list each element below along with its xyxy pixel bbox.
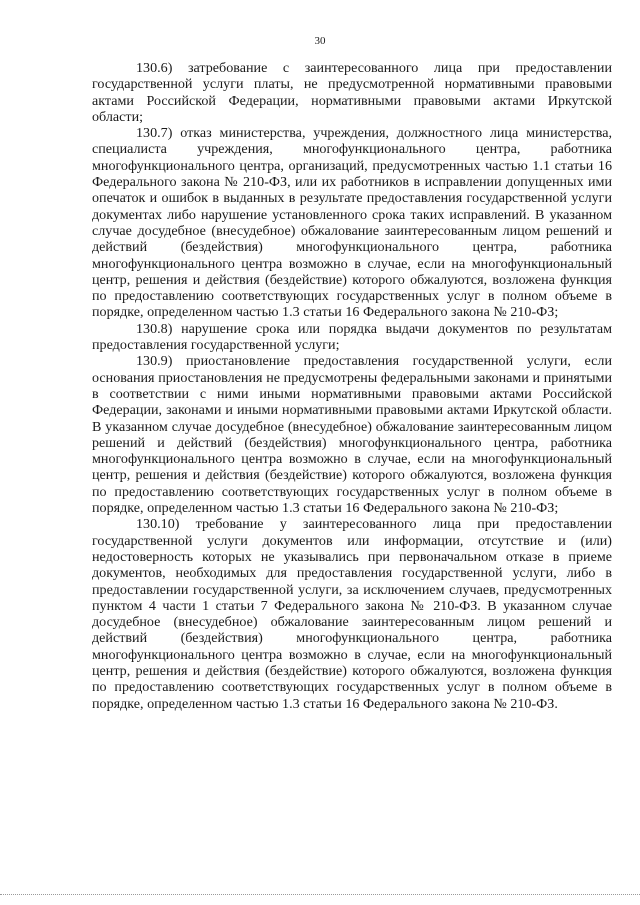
paragraph-130-7: 130.7) отказ министерства, учреждения, должностного лица министерства, специалиста учреждения, многофункционального центра, работника многофункционального центра, организаций, предусмотренных частью 1.1 статьи 16 Федерального закона № 210-ФЗ, или их работников в исправлении допущенных ими опечаток и ошибок в выданных в результате предоставления государственной услуги документах либо нарушение установленного срока таких исправлений. В указанном случае досудебное (внесудебное) обжалование заинтересованным лицом решений и действий (бездействия) многофункционального центра, работника многофункционального центра возможно в случае, если на многофункциональный центр, решения и действия (бездействие) которого обжалуются, возложена функция по предоставлению соответствующих государственных услуг в полном объеме в порядке, определенном частью 1.3 статьи 16 Федерального закона № 210-ФЗ; (92, 125, 612, 321)
paragraph-130-9: 130.9) приостановление предоставления государственной услуги, если основания приостановления не предусмотрены федеральными законами и принятыми в соответствии с ними иными нормативными правовыми актами Российской Федерации, законами и иными нормативными правовыми актами Иркутской области. В указанном случае досудебное (внесудебное) обжалование заинтересованным лицом решений и действий (бездействия) многофункционального центра, работника многофункционального центра возможно в случае, если на многофункциональный центр, решения и действия (бездействие) которого обжалуются, возложена функция по предоставлению соответствующих государственных услуг в полном объеме в порядке, определенном частью 1.3 статьи 16 Федерального закона № 210-ФЗ; (92, 353, 612, 517)
paragraph-130-6: 130.6) затребование с заинтересованного лица при предоставлении государственной услуги платы, не предусмотренной нормативными правовыми актами Российской Федерации, нормативными правовыми актами Иркутской области; (92, 60, 612, 125)
document-body (92, 60, 612, 712)
scan-bottom-edge (0, 894, 640, 895)
paragraph-130-8: 130.8) нарушение срока или порядка выдачи документов по результатам предоставления государственной услуги; (92, 320, 612, 354)
paragraph-130-10: 130.10) требование у заинтересованного лица при предоставлении государственной услуги документов или информации, отсутствие и (или) недостоверность которых не указывались при первоначальном отказе в приеме документов, необходимых для предоставления государственной услуги, либо в предоставлении государственной услуги, за исключением случаев, предусмотренных пунктом 4 части 1 статьи 7 Федерального закона № 210-ФЗ. В указанном случае досудебное (внесудебное) обжалование заинтересованным лицом решений и действий (бездействия) многофункционального центра, работника многофункционального центра возможно в случае, если на многофункциональный центр, решения и действия (бездействие) которого обжалуются, возложена функция по предоставлению соответствующих государственных услуг в полном объеме в порядке, определенном частью 1.3 статьи 16 Федерального закона № 210-ФЗ. (92, 516, 612, 712)
page-number: 30 (314, 35, 326, 47)
